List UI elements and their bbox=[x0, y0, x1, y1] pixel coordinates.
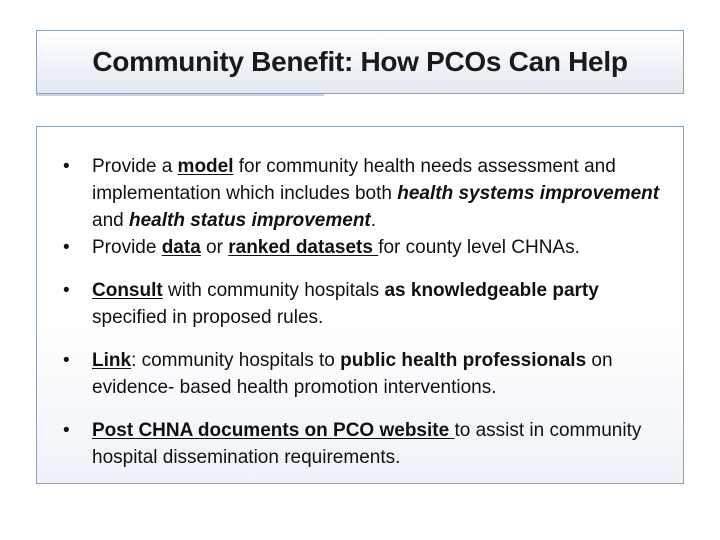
bullet-link: • Link: community hospitals to public health professionals on evidence- based health promotion interventions. bbox=[59, 347, 669, 401]
title-underline bbox=[36, 94, 324, 96]
bullet-dot-icon: • bbox=[63, 237, 70, 258]
data-term: data bbox=[161, 237, 201, 258]
link-term: Link bbox=[92, 350, 132, 371]
bullet-list bbox=[59, 153, 669, 471]
health-systems-term: health systems improvement bbox=[397, 183, 660, 204]
bullet-dot-icon: • bbox=[63, 280, 70, 301]
bullet-model: • Provide a model for community health needs assessment and implementation which includes both health systems improvement and health status improvement. bbox=[59, 153, 669, 234]
post-chna-term: Post CHNA documents on PCO website bbox=[92, 420, 455, 441]
model-term: model bbox=[177, 156, 234, 177]
content-box bbox=[36, 126, 684, 484]
health-status-term: health status improvement bbox=[128, 210, 371, 231]
knowledgeable-party-term: as knowledgeable party bbox=[384, 280, 599, 301]
ranked-datasets-term: ranked datasets bbox=[228, 237, 379, 258]
bullet-consult: • Consult with community hospitals as knowledgeable party specified in proposed rules. bbox=[59, 277, 669, 331]
bullet-post: • Post CHNA documents on PCO website to assist in community hospital dissemination requirements. bbox=[59, 417, 669, 471]
bullet-data: • Provide data or ranked datasets for county level CHNAs. bbox=[59, 234, 669, 261]
bullet-dot-icon: • bbox=[63, 350, 70, 371]
bullet-dot-icon: • bbox=[63, 420, 70, 441]
title-box bbox=[36, 30, 684, 94]
consult-term: Consult bbox=[92, 280, 163, 301]
slide-title: Community Benefit: How PCOs Can Help bbox=[92, 46, 628, 77]
bullet-dot-icon: • bbox=[63, 156, 70, 177]
public-health-term: public health professionals bbox=[340, 350, 587, 371]
